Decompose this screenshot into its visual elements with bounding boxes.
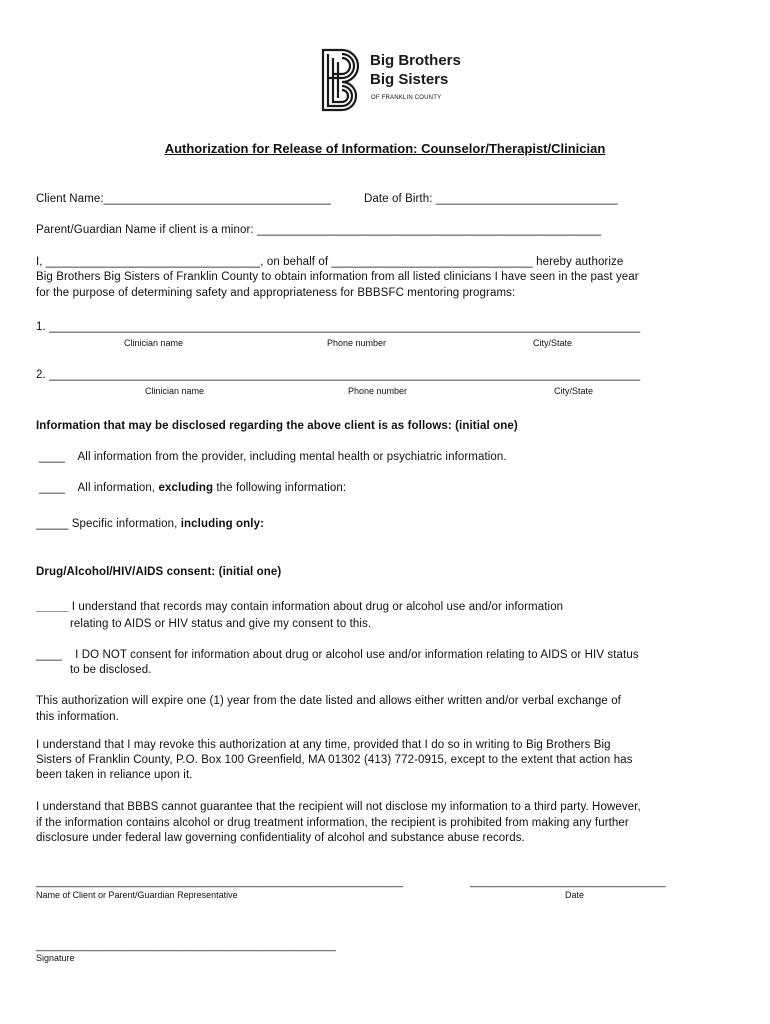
date-signature-label: Date (565, 890, 585, 900)
clinician-1-name-label: Clinician name (124, 338, 184, 348)
logo-line-1: Big Brothers (370, 52, 461, 69)
client-name-signature-label: Name of Client or Parent/Guardian Representative (36, 890, 238, 900)
client-name-signature-line[interactable]: ____________________________________________________________ (36, 876, 404, 888)
option-text: Specific information, (68, 518, 181, 530)
clinician-1-phone-label: Phone number (327, 338, 387, 348)
option-text-end: the following information: (213, 482, 347, 494)
signature-label: Signature (36, 953, 75, 963)
revoke-line-3: been taken in reliance upon it. (36, 769, 193, 781)
clinician-1-field[interactable]: 1. ___________________________________________________________________________________________ (36, 321, 641, 333)
initial-blank[interactable]: ____ (39, 451, 65, 463)
client-name-field[interactable]: Client Name:___________________________________ (36, 193, 332, 205)
guardian-name-field[interactable]: Parent/Guardian Name if client is a minor: _____________________________________________________ (36, 224, 602, 236)
disclosure-option-excluding (39, 480, 346, 496)
clinician-2-phone-label: Phone number (348, 386, 408, 396)
date-signature-line[interactable]: ________________________________ (470, 876, 666, 888)
guarantee-line-1: I understand that BBBS cannot guarantee that the recipient will not disclose my information to a third party. However, (36, 801, 641, 813)
revoke-line-1: I understand that I may revoke this authorization at any time, provided that I do so in writing to Big Brothers Big (36, 739, 611, 751)
page-title: Authorization for Release of Information: Counselor/Therapist/Clinician (164, 141, 606, 156)
consent-option-no-line-2: to be disclosed. (70, 664, 152, 676)
organization-logo (320, 48, 460, 112)
initial-blank[interactable]: _____ (36, 601, 69, 613)
consent-option-yes-line-2: relating to AIDS or HIV status and give my consent to this. (70, 618, 372, 630)
revoke-line-2: Sisters of Franklin County, P.O. Box 100 Greenfield, MA 01302 (413) 772-0915, except to the extent that action has (36, 754, 633, 766)
clinician-1-city-label: City/State (533, 338, 573, 348)
option-emphasis: excluding (158, 482, 214, 494)
consent-text: I DO NOT consent for information about drug or alcohol use and/or information relating to AIDS or HIV status (75, 649, 639, 661)
authorize-line-2: Big Brothers Big Sisters of Franklin County to obtain information from all listed clinicians I have seen in the past year (36, 271, 639, 283)
date-of-birth-field[interactable]: Date of Birth: ____________________________ (364, 193, 618, 205)
guarantee-line-3: disclosure under federal law governing confidentiality of alcohol and substance abuse records. (36, 832, 525, 844)
disclosure-option-all (39, 449, 507, 465)
consent-option-yes (36, 599, 563, 615)
option-text: All information, (77, 482, 159, 494)
consent-heading: Drug/Alcohol/HIV/AIDS consent: (initial one) (36, 566, 282, 578)
authorize-line-1[interactable]: I, _________________________________, on behalf of _______________________________ hereby authorize (36, 256, 624, 268)
consent-text: I understand that records may contain information about drug or alcohol use and/or information (68, 601, 564, 613)
disclosure-option-specific (36, 516, 264, 532)
authorize-line-3: for the purpose of determining safety and appropriateness for BBBSFC mentoring programs: (36, 287, 516, 299)
consent-option-no (36, 647, 639, 663)
logo-line-2: Big Sisters (370, 71, 449, 88)
signature-line[interactable]: _________________________________________________ (36, 940, 336, 952)
guarantee-line-2: if the information contains alcohol or drug treatment information, the recipient is prohibited from making any further (36, 817, 629, 829)
initial-blank[interactable]: ____ (36, 649, 62, 661)
expire-line-2: this information. (36, 711, 119, 723)
bbbs-logo-icon (320, 48, 362, 112)
initial-blank[interactable]: ____ (39, 482, 65, 494)
option-text: All information from the provider, including mental health or psychiatric information. (77, 451, 507, 463)
clinician-2-field[interactable]: 2. ___________________________________________________________________________________________ (36, 369, 641, 381)
clinician-2-city-label: City/State (554, 386, 594, 396)
expire-line-1: This authorization will expire one (1) year from the date listed and allows either written and/or verbal exchange of (36, 695, 621, 707)
initial-blank[interactable]: _____ (36, 518, 69, 530)
option-emphasis: including only: (180, 518, 265, 530)
disclosure-heading: Information that may be disclosed regarding the above client is as follows: (initial one) (36, 420, 518, 432)
clinician-2-name-label: Clinician name (145, 386, 205, 396)
logo-line-3: OF FRANKLIN COUNTY (371, 95, 442, 101)
